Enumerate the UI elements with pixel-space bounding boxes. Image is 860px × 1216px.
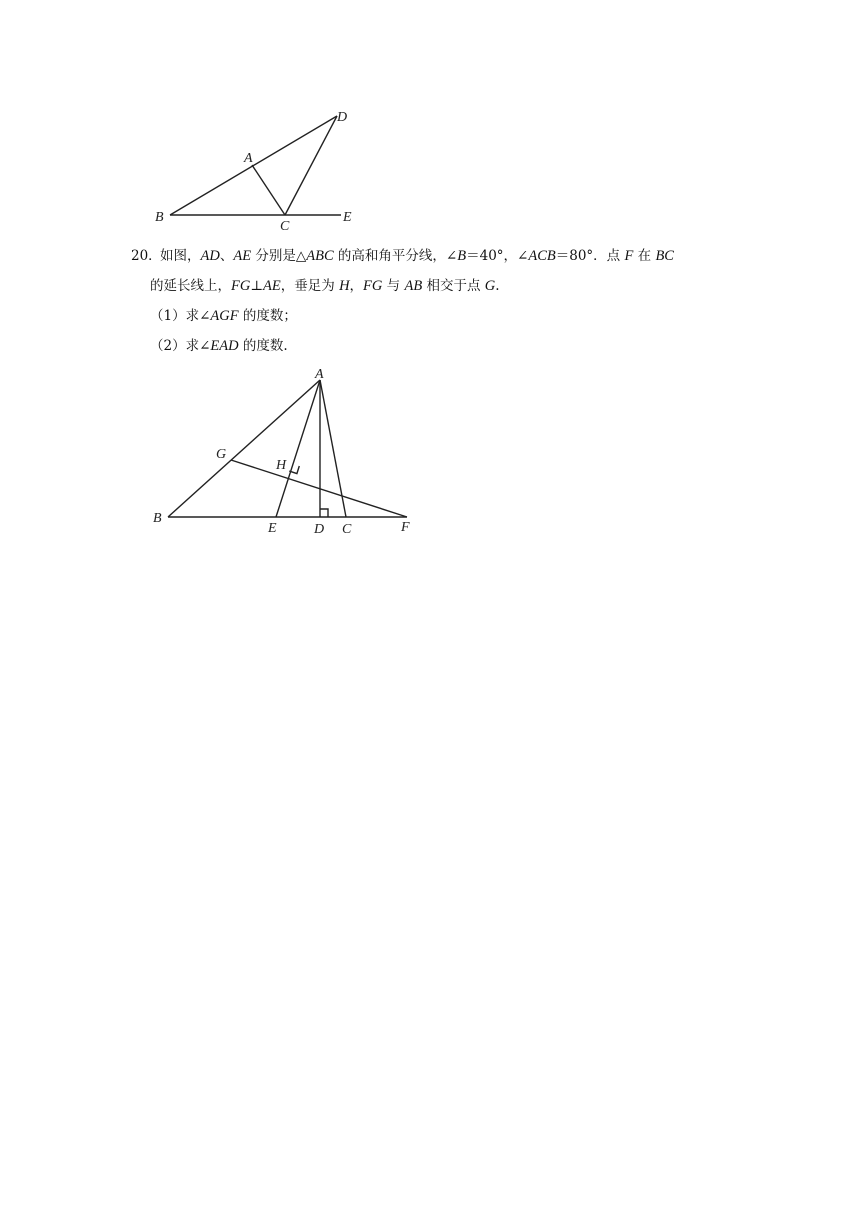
sub-question-1: （1）求∠AGF 的度数； <box>150 308 297 324</box>
label-A: A <box>315 367 324 382</box>
label-B: B <box>155 210 164 225</box>
question-line-2: 的延长线上，FG⊥AE，垂足为 H，FG 与 AB 相交于点 G. <box>150 278 500 294</box>
figure-2-triangle <box>0 0 860 560</box>
question-number: 20． <box>131 248 162 264</box>
question-line-1: 如图，AD、AE 分别是△ABC 的高和角平分线，∠B＝40°，∠ACB＝80°．点 F 在 BC <box>160 248 674 264</box>
label-F: F <box>401 520 410 535</box>
label-D: D <box>314 522 325 537</box>
segment-AB <box>168 380 320 517</box>
label-E: E <box>343 210 352 225</box>
label-C: C <box>280 219 290 234</box>
label-A: A <box>244 151 253 166</box>
label-E: E <box>268 521 277 536</box>
label-B: B <box>153 511 162 526</box>
sub-question-2: （2）求∠EAD 的度数. <box>150 338 288 354</box>
label-D: D <box>337 110 348 125</box>
segment-GF <box>231 460 407 517</box>
label-G: G <box>216 447 227 462</box>
label-C: C <box>342 522 352 537</box>
right-angle-mark-D <box>320 509 328 517</box>
label-H: H <box>276 458 287 473</box>
